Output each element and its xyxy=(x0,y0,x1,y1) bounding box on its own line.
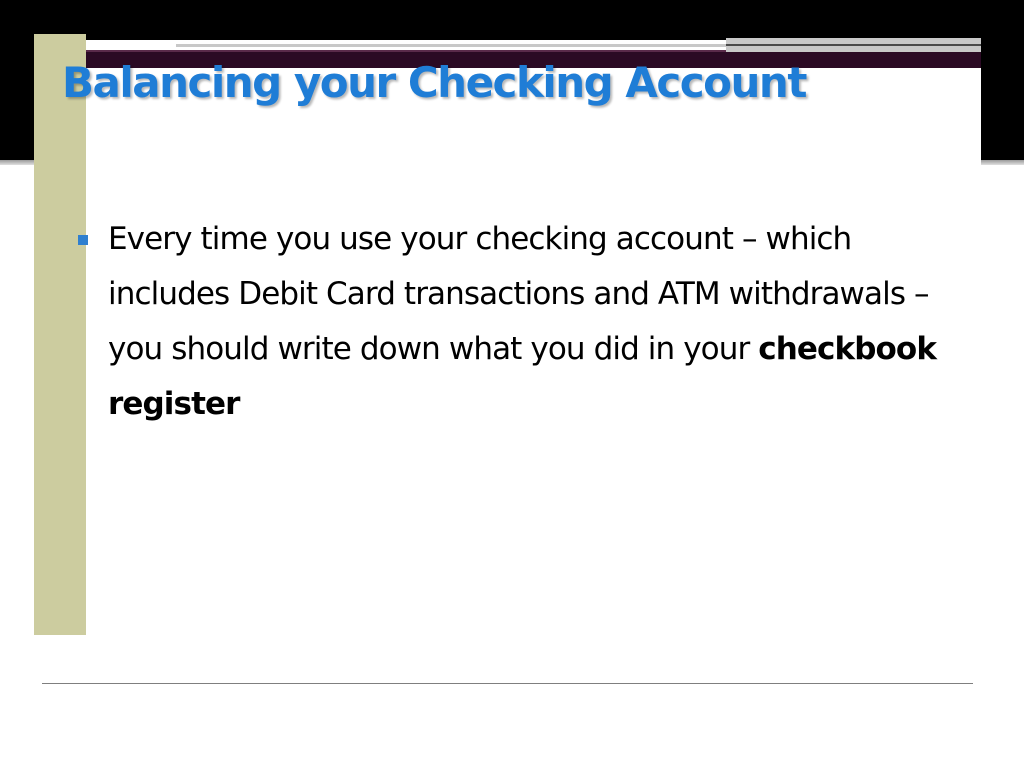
decorative-grey-block-line xyxy=(726,44,981,46)
bullet-emphasis: checkbook register xyxy=(108,331,937,422)
slide-title: Balancing your Checking Account xyxy=(62,58,806,107)
bullet-text xyxy=(108,212,954,432)
footer-divider-line xyxy=(42,683,973,684)
bullet-item xyxy=(74,212,954,432)
bullet-text-body: Every time you use your checking account – which includes Debit Card transactions and ATM withdrawals – you should write down what you did in your xyxy=(108,221,929,367)
square-bullet-icon xyxy=(78,235,88,245)
bullet-list xyxy=(74,212,954,432)
